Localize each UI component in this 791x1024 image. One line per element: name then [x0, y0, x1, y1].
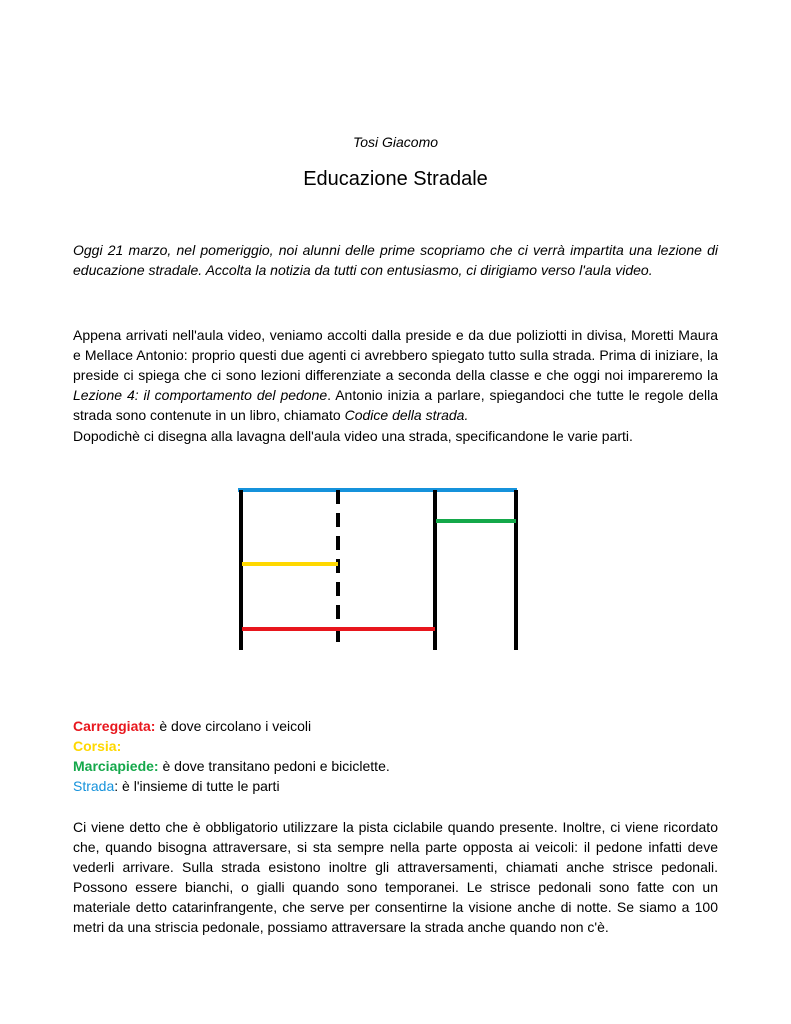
- author-name: Tosi Giacomo: [352, 134, 439, 150]
- road-legend: [73, 716, 390, 796]
- intro-paragraph: Oggi 21 marzo, nel pomeriggio, noi alunni delle prime scopriamo che ci verrà impartita una lezione di educazione stradale. Accolta la notizia da tutti con entusiasmo, ci dirigiamo verso l'aula video.: [73, 242, 718, 278]
- legend-text-strada: : è l'insieme di tutte le parti: [114, 778, 280, 794]
- legend-term-carreggiata: Carreggiata:: [73, 718, 156, 734]
- page-title: Educazione Stradale: [303, 168, 488, 190]
- legend-text-carreggiata: è dove circolano i veicoli: [155, 718, 312, 734]
- lesson-text-1: Appena arrivati nell'aula video, veniamo accolti dalla preside e da due poliziotti in divisa, Moretti Maura e Mellace Antonio: proprio questi due agenti ci avrebbero spiegato tutto sulla strada. Prima di iniziare, la preside ci spiega che ci sono lezioni differenziate a seconda della classe e che oggi noi impareremo la: [73, 327, 718, 383]
- road-diagram: [230, 482, 530, 657]
- legend-text-marciapiede: è dove transitano pedoni e biciclette.: [158, 758, 390, 774]
- legend-term-strada: Strada: [73, 778, 115, 794]
- lesson-paragraph: [73, 325, 718, 425]
- legend-marciapiede: [73, 756, 390, 776]
- legend-term-corsia: Corsia:: [73, 738, 122, 754]
- rules-paragraph: Ci viene detto che è obbligatorio utilizzare la pista ciclabile quando presente. Inoltre, ci viene ricordato che, quando bisogna attraversare, si sta sempre nella parte opposta ai veicoli: il pedone infatti deve vederli arrivare. Sulla strada esistono inoltre gli attraversamenti, chiamati anche strisce pedonali. Possono essere bianchi, o gialli quando sono temporanei. Le strisce pedonali sono fatte con un materiale detto catarinfrangente, che serve per consentirne la visione anche di notte. Se siamo a 100 metri da una striscia pedonale, possiamo attraversare la strada anche quando non c'è.: [73, 819, 718, 935]
- lesson-text-2: . Antonio inizia a parlare, spiegandoci che tutte le regole della strada sono contenute in un libro, chiamato: [73, 387, 718, 423]
- legend-corsia: [73, 736, 390, 756]
- legend-carreggiata: [73, 716, 390, 736]
- code-book-italic: Codice della strada.: [344, 407, 469, 423]
- legend-term-marciapiede: Marciapiede:: [73, 758, 159, 774]
- lesson-title-italic: Lezione 4: il comportamento del pedone: [73, 387, 328, 403]
- drawing-paragraph: Dopodichè ci disegna alla lavagna dell'aula video una strada, specificandone le varie parti.: [73, 428, 633, 444]
- legend-strada: [73, 776, 390, 796]
